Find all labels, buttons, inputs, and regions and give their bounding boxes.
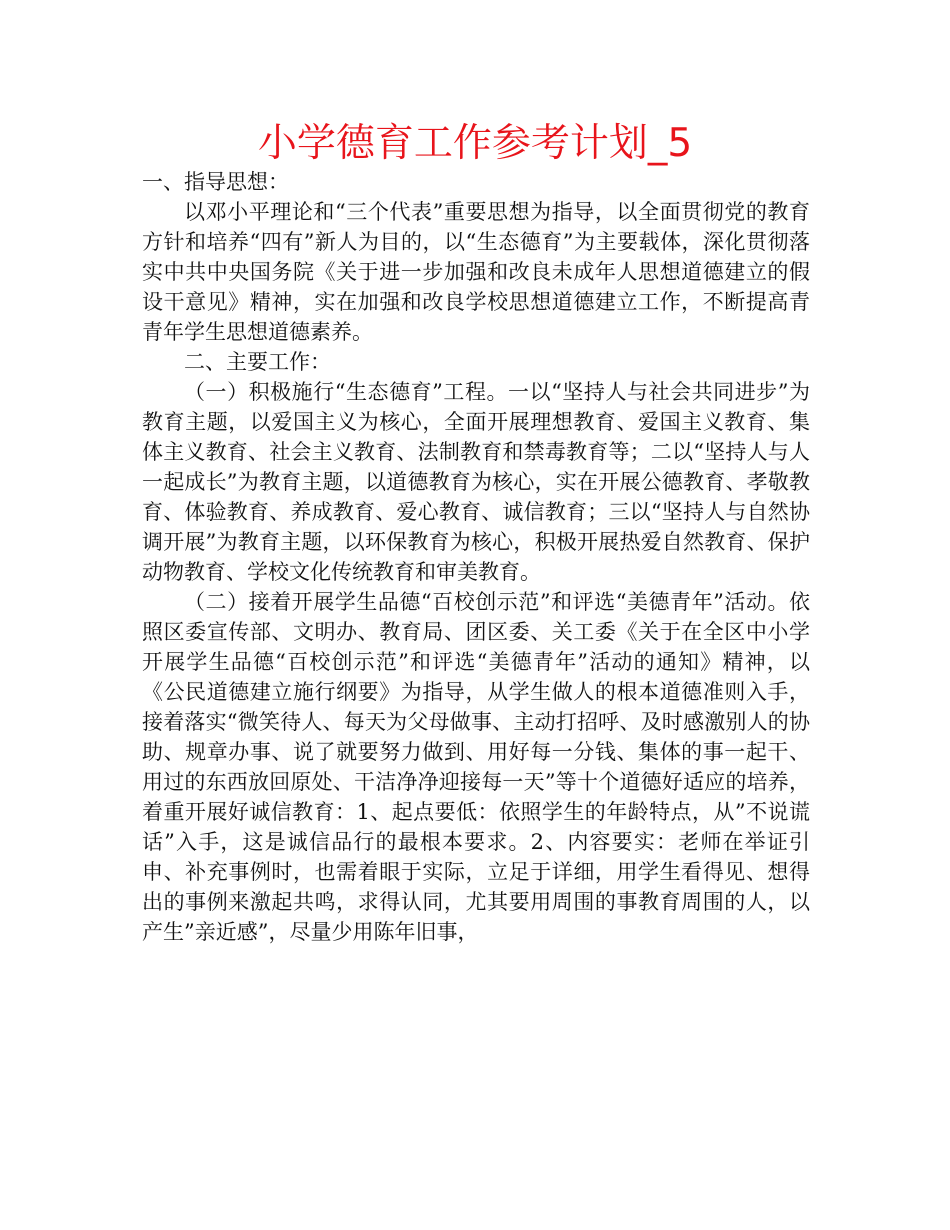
paragraph-eco-moral-education: （一）积极施行“生态德育”工程。一以“坚持人与社会共同进步”为教育主题，以爱国主义为核心，全面开展理想教育、爱国主义教育、集体主义教育、社会主义教育、法制教育和禁毒教育等；二以“坚持人与人一起成长”为教育主题，以道德教育为核心，实在开展公德教育、孝敬教育、体验教育、养成教育、爱心教育、诚信教育；三以“坚持人与自然协调开展”为教育主题，以环保教育为核心，积极开展热爱自然教育、保护动物教育、学校文化传统教育和审美教育。	[142, 380, 810, 584]
paragraph-hundred-schools-activity: （二）接着开展学生品德“百校创示范”和评选“美德青年”活动。依照区委宣传部、文明办、教育局、团区委、关工委《关于在全区中小学开展学生品德“百校创示范”和评选“美德青年”活动的通知》精神，以《公民道德建立施行纲要》为指导，从学生做人的根本道德准则入手，接着落实“微笑待人、每天为父母做事、主动打招呼、及时感激别人的协助、规章办事、说了就要努力做到、用好每一分钱、集体的事一起干、用过的东西放回原处、干洁净净迎接每一天”等十个道德好适应的培养，着重开展好诚信教育：1、起点要低：依照学生的年龄特点，从”不说谎话”入手，这是诚信品行的最根本要求。2、内容要实：老师在举证引申、补充事例时，也需着眼于实际，立足于详细，用学生看得见、想得出的事例来激起共鸣，求得认同，尤其要用周围的事教育周围的人，以产生”亲近感”，尽量少用陈年旧事，	[142, 590, 810, 944]
section-heading-guiding-thought: 一、指导思想：	[142, 170, 289, 194]
section-heading-main-work: 二、主要工作：	[184, 350, 331, 374]
document-title: 小学德育工作参考计划_5	[257, 121, 693, 166]
document-body	[142, 167, 810, 947]
paragraph-guiding-thought: 以邓小平理论和“三个代表”重要思想为指导，以全面贯彻党的教育方针和培养“四有”新人为目的，以“生态德育”为主要载体，深化贯彻落实中共中央国务院《关于进一步加强和改良未成年人思想道德建立的假设干意见》精神，实在加强和改良学校思想道德建立工作，不断提高青青年学生思想道德素养。	[142, 200, 810, 344]
